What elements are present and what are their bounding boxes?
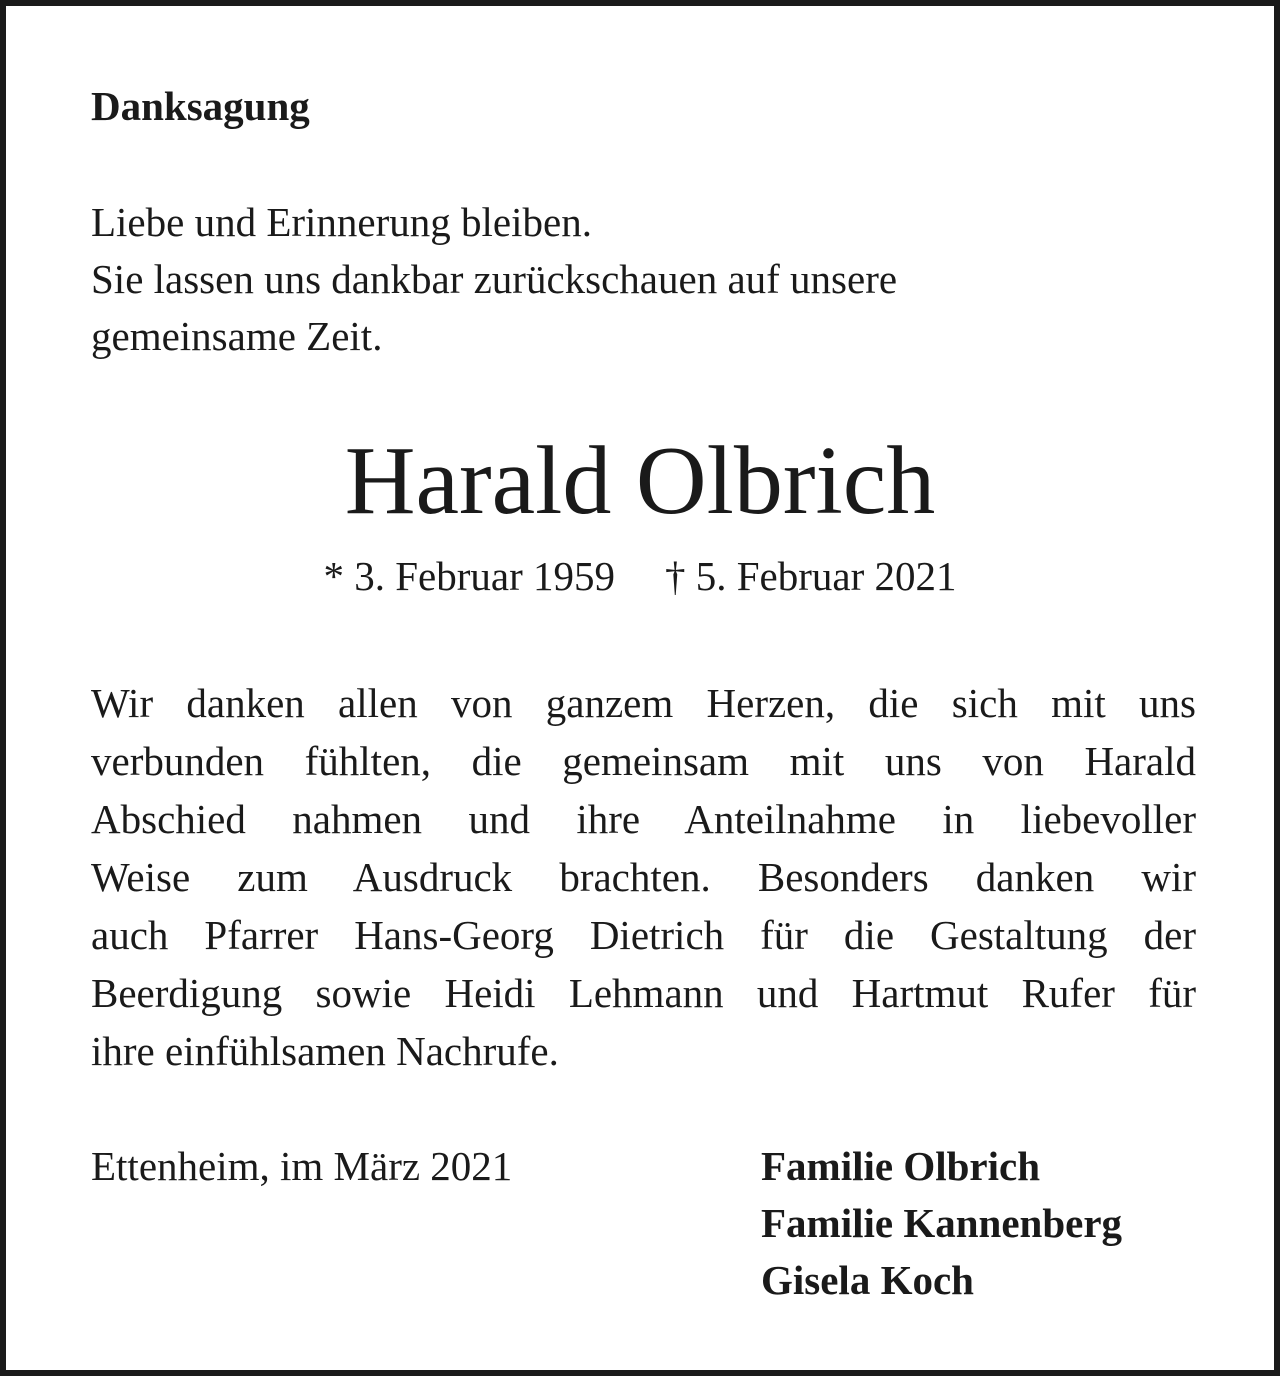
notice-heading: Danksagung — [91, 83, 310, 129]
body-line: ihre einfühlsamen Nachrufe. — [91, 1028, 559, 1074]
life-dates — [6, 550, 1274, 602]
intro-verse — [91, 194, 897, 365]
body-line: verbunden fühlten, die gemeinsam mit uns von Harald — [91, 738, 1196, 784]
signers-list — [761, 1138, 1122, 1309]
place-and-date: Ettenheim, im März 2021 — [91, 1143, 513, 1189]
body-line: Abschied nahmen und ihre Anteilnahme in liebevoller — [91, 796, 1196, 842]
body-line: Beerdigung sowie Heidi Lehmann und Hartmut Rufer für — [91, 970, 1196, 1016]
thank-you-text — [91, 674, 1196, 1080]
signer: Familie Kannenberg — [761, 1200, 1123, 1246]
body-line: Weise zum Ausdruck brachten. Besonders danken wir — [91, 854, 1196, 900]
intro-line: gemeinsame Zeit. — [91, 313, 383, 359]
body-line: Wir danken allen von ganzem Herzen, die sich mit uns — [91, 680, 1196, 726]
intro-line: Liebe und Erinnerung bleiben. — [91, 199, 592, 245]
deceased-name: Harald Olbrich — [344, 427, 936, 535]
birth-date: * 3. Februar 1959 — [323, 553, 615, 599]
intro-line: Sie lassen uns dankbar zurückschauen auf unsere — [91, 256, 898, 302]
signer: Familie Olbrich — [761, 1143, 1040, 1189]
death-date: † 5. Februar 2021 — [665, 553, 957, 599]
body-line: auch Pfarrer Hans-Georg Dietrich für die Gestaltung der — [91, 912, 1196, 958]
signer: Gisela Koch — [761, 1257, 974, 1303]
